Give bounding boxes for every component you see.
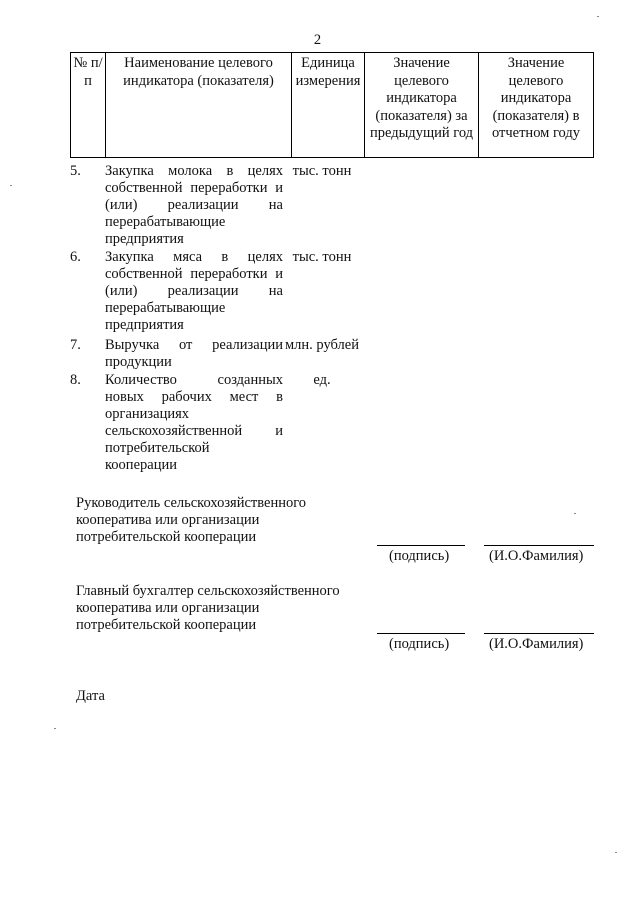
accountant-signature-line (377, 633, 465, 634)
header-unit: Единица измерения (292, 53, 365, 158)
accountant-signature-block (76, 583, 596, 634)
row-number: 5. (70, 163, 81, 179)
row-number: 8. (70, 372, 81, 388)
row-indicator-name: Закупка молока в целях собственной переработки и (или) реализации на перерабатывающие предприятия (105, 163, 283, 247)
accountant-name-caption: (И.О.Фамилия) (489, 636, 584, 652)
row-indicator-name: Закупка мяса в целях собственной переработки и (или) реализации на перерабатывающие предприятия (105, 249, 283, 333)
table-row (70, 163, 630, 249)
header-current-year-value: Значение целевого индикатора (показателя) в отчетном году (479, 53, 594, 158)
head-name-caption: (И.О.Фамилия) (489, 548, 584, 564)
scan-speck (615, 852, 617, 853)
table-header-row (71, 53, 594, 158)
scan-speck (10, 185, 12, 186)
indicators-table-header (70, 52, 594, 158)
indicator-rows (70, 163, 630, 474)
header-indicator-name: Наименование целевого индикатора (показателя) (106, 53, 292, 158)
accountant-signature-caption: (подпись) (389, 636, 450, 652)
header-previous-year-value: Значение целевого индикатора (показателя) за предыдущий год (365, 53, 479, 158)
row-indicator-name: Количество созданных новых рабочих мест в организациях сельскохозяйственной и потребительской кооперации (105, 372, 283, 473)
accountant-name-line (484, 633, 594, 634)
table-row (70, 372, 630, 474)
row-number: 6. (70, 249, 81, 265)
row-indicator-name: Выручка от реализации продукции (105, 337, 283, 370)
head-signature-line (377, 545, 465, 546)
scan-speck (574, 513, 576, 514)
head-role-text: Руководитель сельскохозяйственного кооператива или организации потребительской кооперации (76, 495, 307, 545)
accountant-role-text: Главный бухгалтер сельскохозяйственного кооператива или организации потребительской кооперации (76, 583, 340, 633)
row-unit: тыс. тонн (292, 249, 352, 265)
table-row (70, 337, 630, 372)
page-number: 2 (313, 32, 322, 48)
row-number: 7. (70, 337, 81, 353)
header-number: № п/п (71, 53, 106, 158)
head-signature-caption: (подпись) (389, 548, 450, 564)
scan-speck (54, 728, 56, 729)
row-unit: млн. рублей (285, 337, 359, 353)
row-unit: ед. (313, 372, 331, 388)
table-row (70, 249, 630, 337)
scan-speck (597, 16, 599, 17)
head-name-line (484, 545, 594, 546)
head-signature-block (76, 495, 596, 546)
row-unit: тыс. тонн (292, 163, 352, 179)
date-label: Дата (76, 688, 105, 704)
